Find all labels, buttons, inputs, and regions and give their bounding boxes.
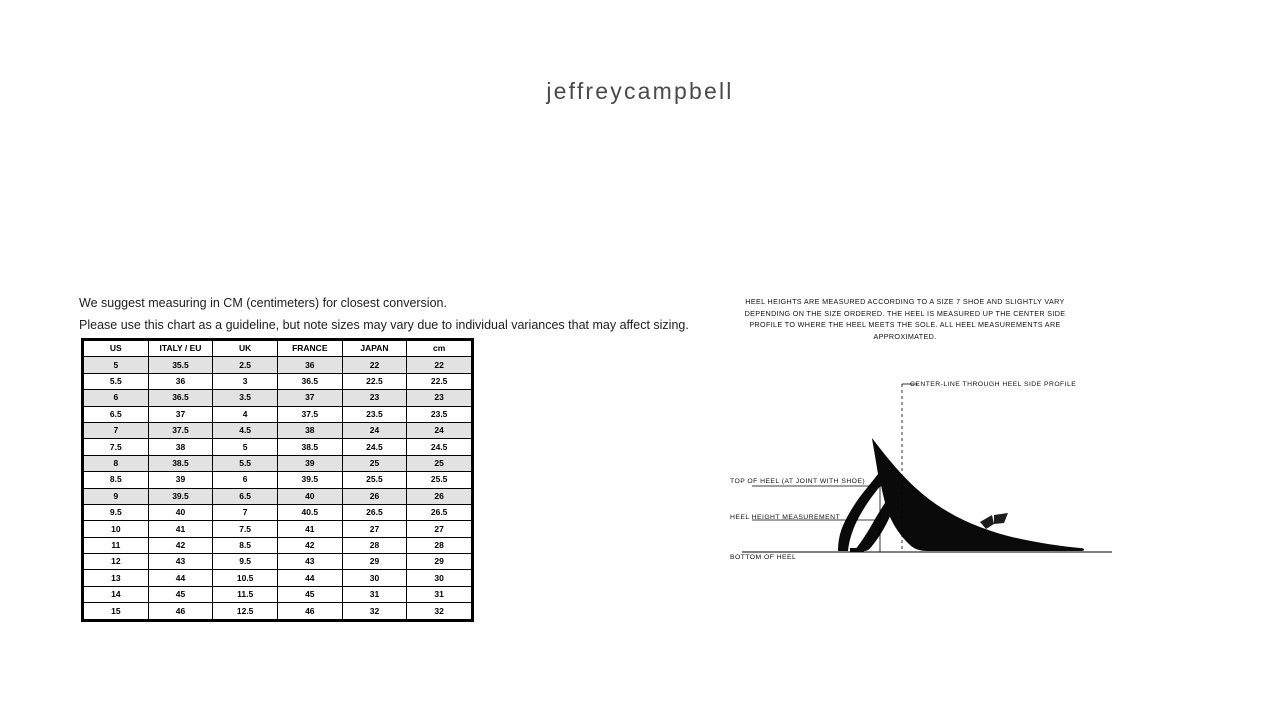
- cell-us: 6: [84, 390, 149, 406]
- cell-cm: 32: [407, 603, 472, 619]
- cell-france: 36.5: [277, 373, 342, 389]
- cell-italy-eu: 41: [148, 521, 213, 537]
- table-header-row: [84, 341, 472, 357]
- cell-japan: 28: [342, 537, 407, 553]
- cell-france: 42: [277, 537, 342, 553]
- table-row: [84, 455, 472, 471]
- size-chart-table: [81, 338, 474, 622]
- cell-italy-eu: 45: [148, 586, 213, 602]
- cell-france: 39.5: [277, 472, 342, 488]
- column-header-japan: JAPAN: [342, 341, 407, 357]
- cell-us: 8: [84, 455, 149, 471]
- cell-italy-eu: 46: [148, 603, 213, 619]
- cell-france: 40: [277, 488, 342, 504]
- column-header-italy-eu: ITALY / EU: [148, 341, 213, 357]
- cell-japan: 25.5: [342, 472, 407, 488]
- cell-japan: 26.5: [342, 504, 407, 520]
- cell-us: 7: [84, 422, 149, 438]
- cell-cm: 25.5: [407, 472, 472, 488]
- column-header-uk: UK: [213, 341, 278, 357]
- table-body: [84, 357, 472, 619]
- cell-france: 45: [277, 586, 342, 602]
- cell-us: 9: [84, 488, 149, 504]
- cell-cm: 27: [407, 521, 472, 537]
- cell-cm: 25: [407, 455, 472, 471]
- cell-uk: 11.5: [213, 586, 278, 602]
- table-row: [84, 504, 472, 520]
- cell-cm: 30: [407, 570, 472, 586]
- cell-france: 36: [277, 357, 342, 373]
- column-header-us: US: [84, 341, 149, 357]
- table-row: [84, 488, 472, 504]
- cell-japan: 27: [342, 521, 407, 537]
- cell-cm: 31: [407, 586, 472, 602]
- cell-cm: 23.5: [407, 406, 472, 422]
- cell-japan: 23: [342, 390, 407, 406]
- heel-diagram: [722, 370, 1122, 580]
- table-row: [84, 537, 472, 553]
- cell-cm: 24.5: [407, 439, 472, 455]
- table-row: [84, 357, 472, 373]
- intro-line-1: We suggest measuring in CM (centimeters) for closest conversion.: [79, 296, 447, 310]
- cell-us: 5.5: [84, 373, 149, 389]
- cell-japan: 32: [342, 603, 407, 619]
- cell-cm: 22.5: [407, 373, 472, 389]
- cell-france: 40.5: [277, 504, 342, 520]
- cell-italy-eu: 39.5: [148, 488, 213, 504]
- cell-italy-eu: 43: [148, 554, 213, 570]
- cell-italy-eu: 39: [148, 472, 213, 488]
- cell-japan: 22: [342, 357, 407, 373]
- cell-us: 6.5: [84, 406, 149, 422]
- cell-france: 46: [277, 603, 342, 619]
- cell-cm: 26.5: [407, 504, 472, 520]
- column-header-france: FRANCE: [277, 341, 342, 357]
- cell-uk: 12.5: [213, 603, 278, 619]
- cell-japan: 22.5: [342, 373, 407, 389]
- cell-uk: 7.5: [213, 521, 278, 537]
- cell-italy-eu: 40: [148, 504, 213, 520]
- top-of-heel-label: TOP OF HEEL (AT JOINT WITH SHOE): [730, 478, 866, 485]
- cell-italy-eu: 38: [148, 439, 213, 455]
- cell-france: 39: [277, 455, 342, 471]
- table-row: [84, 570, 472, 586]
- table-row: [84, 472, 472, 488]
- cell-france: 41: [277, 521, 342, 537]
- cell-france: 38: [277, 422, 342, 438]
- cell-uk: 4: [213, 406, 278, 422]
- cell-cm: 22: [407, 357, 472, 373]
- cell-us: 15: [84, 603, 149, 619]
- table-row: [84, 554, 472, 570]
- cell-uk: 6: [213, 472, 278, 488]
- heel-measurement-note: HEEL HEIGHTS ARE MEASURED ACCORDING TO A SIZE 7 SHOE AND SLIGHTLY VARY DEPENDING ON THE SIZE ORDERED. THE HEEL IS MEASURED UP THE CENTER SIDE PROFILE TO WHERE THE HEEL MEETS THE SOLE. ALL HEEL MEASUREMENTS ARE APPROXIMATED.: [744, 297, 1066, 341]
- cell-france: 37.5: [277, 406, 342, 422]
- cell-france: 38.5: [277, 439, 342, 455]
- intro-line-2: Please use this chart as a guideline, but note sizes may vary due to individual variances that may affect sizing.: [79, 318, 689, 332]
- cell-uk: 9.5: [213, 554, 278, 570]
- cell-cm: 28: [407, 537, 472, 553]
- table-row: [84, 422, 472, 438]
- cell-uk: 3.5: [213, 390, 278, 406]
- cell-italy-eu: 36: [148, 373, 213, 389]
- cell-japan: 31: [342, 586, 407, 602]
- table-row: [84, 586, 472, 602]
- bottom-of-heel-label: BOTTOM OF HEEL: [730, 554, 797, 561]
- cell-uk: 5.5: [213, 455, 278, 471]
- cell-japan: 29: [342, 554, 407, 570]
- cell-uk: 8.5: [213, 537, 278, 553]
- cell-uk: 3: [213, 373, 278, 389]
- cell-italy-eu: 42: [148, 537, 213, 553]
- brand-wordmark: jeffreycampbell: [546, 78, 734, 104]
- cell-us: 14: [84, 586, 149, 602]
- cell-japan: 23.5: [342, 406, 407, 422]
- table-row: [84, 521, 472, 537]
- cell-japan: 30: [342, 570, 407, 586]
- cell-us: 10: [84, 521, 149, 537]
- cell-france: 37: [277, 390, 342, 406]
- cell-cm: 29: [407, 554, 472, 570]
- cell-france: 43: [277, 554, 342, 570]
- cell-uk: 2.5: [213, 357, 278, 373]
- cell-italy-eu: 37: [148, 406, 213, 422]
- cell-us: 9.5: [84, 504, 149, 520]
- table-row: [84, 373, 472, 389]
- cell-uk: 7: [213, 504, 278, 520]
- cell-uk: 5: [213, 439, 278, 455]
- table-row: [84, 439, 472, 455]
- cell-us: 13: [84, 570, 149, 586]
- cell-us: 7.5: [84, 439, 149, 455]
- table-row: [84, 390, 472, 406]
- cell-cm: 24: [407, 422, 472, 438]
- heel-height-label: HEEL HEIGHT MEASUREMENT: [730, 514, 841, 521]
- table-row: [84, 603, 472, 619]
- cell-italy-eu: 38.5: [148, 455, 213, 471]
- cell-us: 11: [84, 537, 149, 553]
- heel-note-block: [730, 296, 1080, 342]
- cell-italy-eu: 37.5: [148, 422, 213, 438]
- cell-japan: 24: [342, 422, 407, 438]
- cell-france: 44: [277, 570, 342, 586]
- cell-us: 5: [84, 357, 149, 373]
- cell-italy-eu: 35.5: [148, 357, 213, 373]
- centerline-label: CENTER-LINE THROUGH HEEL SIDE PROFILE: [910, 381, 1077, 388]
- cell-cm: 23: [407, 390, 472, 406]
- cell-japan: 24.5: [342, 439, 407, 455]
- cell-japan: 26: [342, 488, 407, 504]
- cell-uk: 6.5: [213, 488, 278, 504]
- cell-cm: 26: [407, 488, 472, 504]
- cell-us: 12: [84, 554, 149, 570]
- cell-italy-eu: 36.5: [148, 390, 213, 406]
- column-header-cm: cm: [407, 341, 472, 357]
- heel-diagram-svg: [722, 370, 1122, 580]
- table-row: [84, 406, 472, 422]
- cell-us: 8.5: [84, 472, 149, 488]
- cell-uk: 4.5: [213, 422, 278, 438]
- cell-uk: 10.5: [213, 570, 278, 586]
- intro-text-block: [79, 292, 719, 336]
- cell-italy-eu: 44: [148, 570, 213, 586]
- cell-japan: 25: [342, 455, 407, 471]
